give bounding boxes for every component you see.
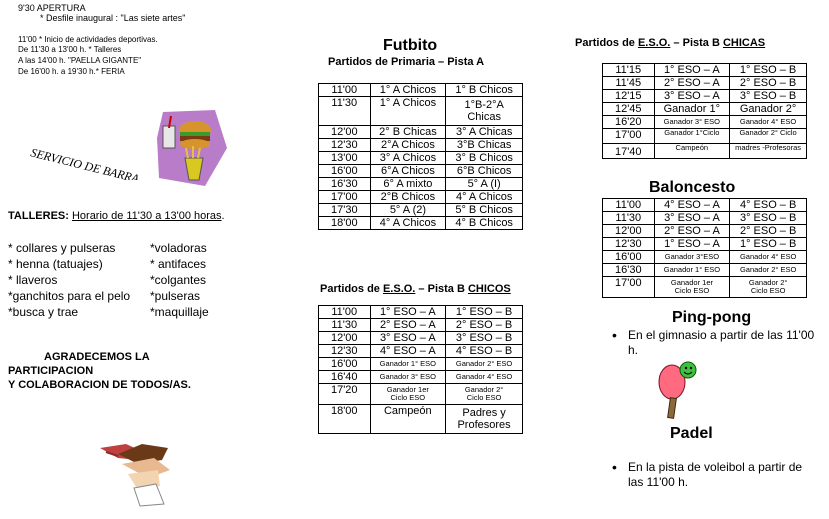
padel-title: Padel xyxy=(670,425,713,442)
team-cell: 3° A Chicos xyxy=(370,152,446,165)
team-cell: 3° ESO – A xyxy=(654,90,730,103)
time-cell: 16'40 xyxy=(319,371,371,384)
team-cell: 1°B-2°A Chicas xyxy=(446,97,523,126)
time-cell: 11'15 xyxy=(603,64,655,77)
food-clipart xyxy=(155,108,230,188)
team-cell: Ganador 3° ESO xyxy=(370,371,446,384)
time-cell: 17'30 xyxy=(319,204,371,217)
thanks-line: PARTICIPACION xyxy=(8,365,94,377)
title-text: E.S.O. xyxy=(382,283,416,295)
time-cell: 11'45 xyxy=(603,77,655,90)
hands-icon xyxy=(98,430,178,508)
time-cell: 12'00 xyxy=(319,332,371,345)
workshop-item: * antifaces xyxy=(150,257,207,271)
pingpong-title: Ping-pong xyxy=(672,309,752,326)
paella-line: A las 14'00 h. "PAELLA GIGANTE" xyxy=(18,56,142,65)
table-row xyxy=(603,251,807,264)
table-row xyxy=(319,191,523,204)
title-text: CHICOS xyxy=(467,283,511,295)
team-cell: Ganador 1° ESO xyxy=(370,358,446,371)
bar-service-text: SERVICIO DE BARRA xyxy=(29,145,138,180)
title-text: – Pista B xyxy=(670,37,723,49)
table-row xyxy=(319,204,523,217)
team-cell: 3° ESO – A xyxy=(370,332,446,345)
table-row xyxy=(319,306,523,319)
team-cell: 3°B Chicas xyxy=(446,139,523,152)
bar-service-wordart xyxy=(28,140,138,180)
team-cell: 2° ESO – A xyxy=(654,225,730,238)
padel-text: • En la pista de voleibol a partir de las 11'00 h. xyxy=(610,460,820,490)
table-row xyxy=(603,116,807,129)
table-row xyxy=(319,217,523,230)
time-cell: 16'30 xyxy=(319,178,371,191)
table-row xyxy=(319,405,523,434)
table-row xyxy=(603,238,807,251)
table-row xyxy=(319,165,523,178)
team-cell: 1° ESO – B xyxy=(446,306,523,319)
team-cell: Ganador 2° Ciclo xyxy=(730,129,807,144)
talleres-period: . xyxy=(221,210,225,222)
team-cell: 1° B Chicos xyxy=(446,84,523,97)
baloncesto-table xyxy=(602,198,807,298)
talleres-heading xyxy=(8,210,225,222)
table-row xyxy=(319,332,523,345)
time-cell: 12'00 xyxy=(603,225,655,238)
title-text: CHICAS xyxy=(722,37,766,49)
table-row xyxy=(319,84,523,97)
workshop-item: *voladoras xyxy=(150,241,207,255)
team-cell: 3° ESO – B xyxy=(446,332,523,345)
time-cell: 13'00 xyxy=(319,152,371,165)
team-cell: 4° ESO – A xyxy=(654,199,730,212)
team-cell: Ganador 2° Ciclo ESO xyxy=(730,277,807,298)
team-cell: Ganador 1°Ciclo xyxy=(654,129,730,144)
workshop-item: *ganchitos para el pelo xyxy=(8,289,131,303)
table-row xyxy=(603,199,807,212)
time-cell: 16'20 xyxy=(603,116,655,129)
opening-line: 9'30 APERTURA xyxy=(18,3,86,13)
team-cell: 6°A Chicos xyxy=(370,165,446,178)
table-row xyxy=(603,129,807,144)
time-cell: 17'00 xyxy=(603,129,655,144)
time-cell: 12'00 xyxy=(319,126,371,139)
team-cell: 5° A (I) xyxy=(446,178,523,191)
team-cell: Campeón xyxy=(370,405,446,434)
team-cell: 2° ESO – B xyxy=(730,77,807,90)
table-row xyxy=(603,103,807,116)
baloncesto-title: Baloncesto xyxy=(649,179,736,196)
time-cell: 16'00 xyxy=(319,358,371,371)
team-cell: 4° A Chicos xyxy=(370,217,446,230)
team-cell: 3° ESO – B xyxy=(730,90,807,103)
table-row xyxy=(603,264,807,277)
workshops-line: De 11'30 a 13'00 h. * Talleres xyxy=(18,45,122,54)
team-cell: 2° ESO – B xyxy=(730,225,807,238)
title-text: Partidos de xyxy=(320,283,383,295)
workshop-item: *colgantes xyxy=(150,273,207,287)
talleres-hours: Horario de 11'30 a 13'00 horas xyxy=(71,210,222,222)
team-cell: Ganador 4° ESO xyxy=(446,371,523,384)
team-cell: 1° A Chicos xyxy=(370,84,446,97)
paddle-icon xyxy=(655,360,700,422)
time-cell: 11'30 xyxy=(319,319,371,332)
time-cell: 17'40 xyxy=(603,144,655,159)
thanks-block xyxy=(8,350,191,392)
pingpong-clipart xyxy=(655,360,700,422)
primaria-title: Partidos de Primaria – Pista A xyxy=(328,56,485,68)
eso-chicas-title xyxy=(575,37,765,49)
time-cell: 16'00 xyxy=(603,251,655,264)
team-cell: Padres y Profesores xyxy=(446,405,523,434)
workshops-right-list xyxy=(150,240,209,320)
workshop-item: *busca y trae xyxy=(8,305,79,319)
team-cell: Ganador 1er Ciclo ESO xyxy=(370,384,446,405)
team-cell: 4° ESO – B xyxy=(446,345,523,358)
team-cell: 5° A (2) xyxy=(370,204,446,217)
table-row xyxy=(603,144,807,159)
table-row xyxy=(319,358,523,371)
time-cell: 11'30 xyxy=(319,97,371,126)
time-cell: 11'00 xyxy=(319,306,371,319)
team-cell: 2°B Chicos xyxy=(370,191,446,204)
table-row xyxy=(319,178,523,191)
bar-service-heading xyxy=(28,140,138,180)
team-cell: Ganador 1° ESO xyxy=(654,264,730,277)
padel-info xyxy=(610,460,820,490)
thanks-line: Y COLABORACION DE TODOS/AS. xyxy=(8,379,191,391)
hands-clipart xyxy=(98,430,178,508)
table-row xyxy=(603,225,807,238)
time-cell: 11'00 xyxy=(319,84,371,97)
team-cell: Ganador 2° Ciclo ESO xyxy=(446,384,523,405)
workshop-item: * collares y pulseras xyxy=(8,241,116,255)
food-icon xyxy=(155,108,230,188)
time-cell: 17'00 xyxy=(603,277,655,298)
team-cell: Ganador 2° ESO xyxy=(446,358,523,371)
team-cell: 1° ESO – A xyxy=(370,306,446,319)
team-cell: 1° ESO – A xyxy=(654,238,730,251)
eso-chicos-title xyxy=(320,283,511,295)
team-cell: 4° A Chicos xyxy=(446,191,523,204)
time-cell: 12'45 xyxy=(603,103,655,116)
team-cell: Ganador 3° ESO xyxy=(654,116,730,129)
time-cell: 17'20 xyxy=(319,384,371,405)
team-cell: 3° A Chicas xyxy=(446,126,523,139)
team-cell: madres -Profesoras xyxy=(730,144,807,159)
sports-line: 11'00 * Inicio de actividades deportivas. xyxy=(18,35,158,44)
team-cell: Campeón xyxy=(654,144,730,159)
eso-chicos-table xyxy=(318,305,523,434)
team-cell: Ganador 4° ESO xyxy=(730,251,807,264)
team-cell: 3° B Chicos xyxy=(446,152,523,165)
time-cell: 16'00 xyxy=(319,165,371,178)
pingpong-info xyxy=(610,328,820,358)
fair-line: De 16'00 h. a 19'30 h.* FERIA xyxy=(18,67,125,76)
time-cell: 18'00 xyxy=(319,217,371,230)
time-cell: 12'30 xyxy=(319,139,371,152)
title-text: Partidos de xyxy=(575,37,638,49)
team-cell: 1° ESO – B xyxy=(730,238,807,251)
team-cell: 3° ESO – B xyxy=(730,212,807,225)
team-cell: Ganador 1° xyxy=(654,103,730,116)
time-cell: 11'30 xyxy=(603,212,655,225)
time-cell: 11'00 xyxy=(603,199,655,212)
time-cell: 12'30 xyxy=(319,345,371,358)
team-cell: 1° ESO – A xyxy=(654,64,730,77)
workshop-item: * henna (tatuajes) xyxy=(8,257,103,271)
team-cell: 4° ESO – A xyxy=(370,345,446,358)
team-cell: 1° A Chicos xyxy=(370,97,446,126)
table-row xyxy=(319,319,523,332)
title-text: – Pista B xyxy=(415,283,468,295)
table-row xyxy=(319,345,523,358)
thanks-line: AGRADECEMOS LA xyxy=(44,351,150,363)
table-row xyxy=(319,384,523,405)
parade-line: * Desfile inaugural : "Las siete artes" xyxy=(40,13,186,23)
primaria-table xyxy=(318,83,523,230)
table-row xyxy=(603,90,807,103)
workshop-item: * llaveros xyxy=(8,273,58,287)
table-row xyxy=(319,371,523,384)
table-row xyxy=(319,126,523,139)
team-cell: Ganador 3°ESO xyxy=(654,251,730,264)
team-cell: 3° ESO – A xyxy=(654,212,730,225)
table-row xyxy=(319,97,523,126)
title-text: E.S.O. xyxy=(637,37,671,49)
team-cell: 2° B Chicas xyxy=(370,126,446,139)
team-cell: 4° ESO – B xyxy=(730,199,807,212)
team-cell: 2° ESO – A xyxy=(370,319,446,332)
futbito-title: Futbito xyxy=(383,37,438,54)
talleres-label: TALLERES: xyxy=(8,210,69,222)
team-cell: 5° B Chicos xyxy=(446,204,523,217)
eso-chicas-table xyxy=(602,63,807,159)
team-cell: Ganador 2° xyxy=(730,103,807,116)
team-cell: 4° B Chicos xyxy=(446,217,523,230)
team-cell: 2°A Chicos xyxy=(370,139,446,152)
time-cell: 12'30 xyxy=(603,238,655,251)
table-row xyxy=(319,152,523,165)
team-cell: Ganador 4° ESO xyxy=(730,116,807,129)
pingpong-text: • En el gimnasio a partir de las 11'00 h. xyxy=(610,328,820,358)
workshop-item: *pulseras xyxy=(150,289,201,303)
table-row xyxy=(603,77,807,90)
workshops-left-list xyxy=(8,240,130,320)
table-row xyxy=(603,64,807,77)
table-row xyxy=(319,139,523,152)
team-cell: Ganador 1er Ciclo ESO xyxy=(654,277,730,298)
time-cell: 16'30 xyxy=(603,264,655,277)
table-row xyxy=(603,277,807,298)
team-cell: 6° A mixto xyxy=(370,178,446,191)
workshop-item: *maquillaje xyxy=(150,305,209,319)
time-cell: 17'00 xyxy=(319,191,371,204)
time-cell: 12'15 xyxy=(603,90,655,103)
table-row xyxy=(603,212,807,225)
team-cell: 6°B Chicos xyxy=(446,165,523,178)
team-cell: 2° ESO – A xyxy=(654,77,730,90)
team-cell: 1° ESO – B xyxy=(730,64,807,77)
team-cell: 2° ESO – B xyxy=(446,319,523,332)
time-cell: 18'00 xyxy=(319,405,371,434)
team-cell: Ganador 2° ESO xyxy=(730,264,807,277)
